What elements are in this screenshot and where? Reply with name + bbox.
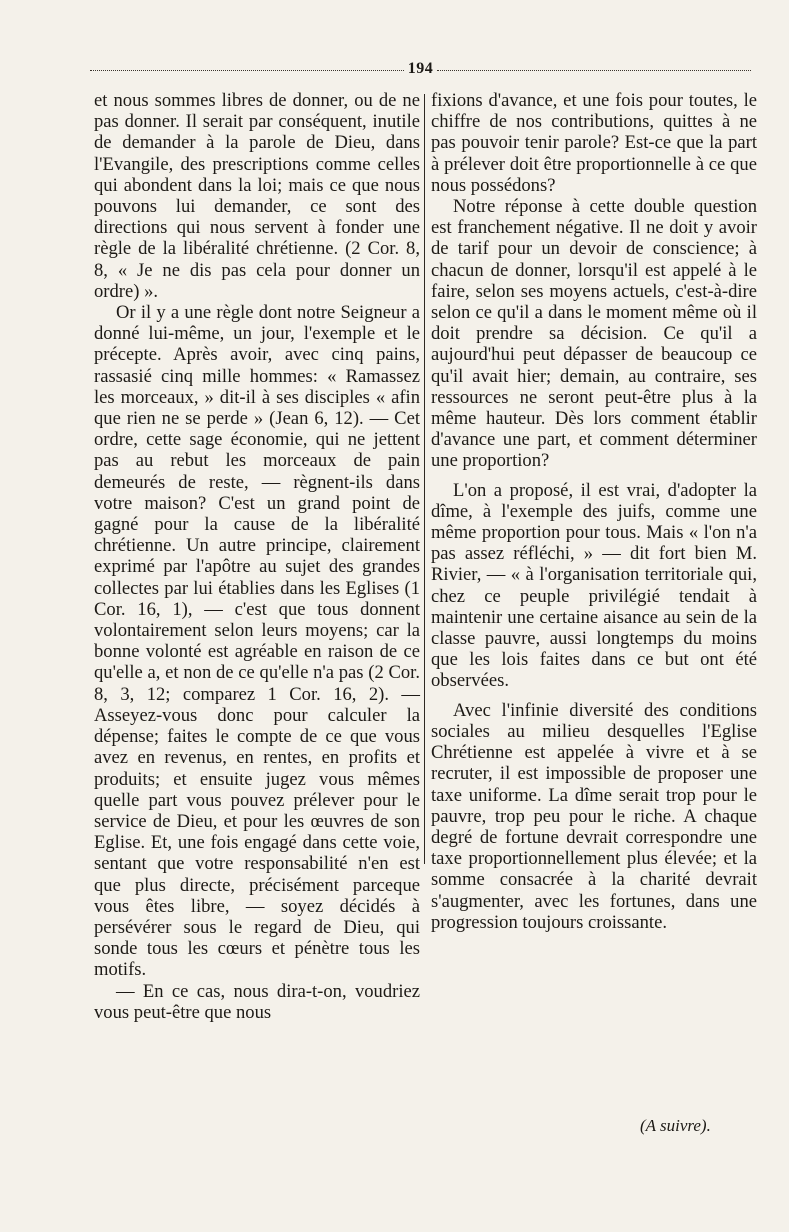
right-paragraph-1: fixions d'avance, et une fois pour toutes, le chiffre de nos contributions, quittes à ne pas pouvoir tenir parole? Est-ce que la part à prélever doit être proportionnelle à ce que nous possédons? — [431, 90, 757, 196]
right-paragraph-2: Notre réponse à cette double question est franchement négative. Il ne doit y avoir de tarif pour un devoir de conscience; à chacun de donner, lorsqu'il est appelé à le faire, selon ses moyens actuels, c'est-à-dire selon ce qu'il a dans le moment même où il doit prendre sa décision. Ce qu'il a aujourd'hui peut dépasser de beaucoup ce qu'il avait hier; demain, au contraire, ses ressources ne seront peut-être plus à la même hauteur. Dès lors comment établir d'avance une part, et comment déterminer une proportion? — [431, 196, 757, 472]
continuation-note: (A suivre). — [640, 1116, 711, 1135]
page-header — [90, 58, 751, 80]
left-column — [94, 90, 420, 1023]
column-divider — [424, 94, 425, 864]
right-paragraph-4: Avec l'infinie diversité des conditions sociales au milieu desquelles l'Eglise Chrétienne est appelée à vivre et à se recruter, il est impossible de proposer une taxe uniforme. La dîme serait trop pour le pauvre, trop peu pour le riche. A chaque degré de fortune devrait correspondre une taxe proportionnellement plus élevée; et la somme consacrée à la charité devrait s'augmenter, avec les fortunes, dans une progression toujours croissante. — [431, 699, 757, 933]
left-paragraph-3: — En ce cas, nous dira-t-on, voudriez vous peut-être que nous — [94, 980, 420, 1023]
header-rule-left — [90, 70, 404, 71]
header-rule-right — [437, 70, 751, 71]
left-paragraph-1: et nous sommes libres de donner, ou de ne pas donner. Il serait par conséquent, inutile de demander à la parole de Dieu, dans l'Evangile, des prescriptions comme celles qui abondent dans la loi; mais ce que nous pouvons lui demander, ce sont des directions qui nous servent à fonder une règle de la libéralité chrétienne. (2 Cor. 8, 8, « Je ne dis pas cela pour donner un ordre) ». — [94, 90, 420, 302]
left-paragraph-2: Or il y a une règle dont notre Seigneur a donné lui-même, un jour, l'exemple et le précepte. Après avoir, avec cinq pains, rassasié cinq mille hommes: « Ramassez les morceaux, » dit-il à ses disciples « afin que rien ne se perde » (Jean 6, 12). — Cet ordre, cette sage économie, qui ne jettent pas au rebut les morceaux de pain demeurés de reste, — règnent-ils dans votre maison? C'est un grand point de gagné pour la cause de la libéralité chrétienne. Un autre principe, clairement exprimé par l'apôtre au sujet des grandes collectes par lui établies dans les Eglises (1 Cor. 16, 1), — c'est que tous donnent volontairement selon leurs moyens; car la bonne volonté est agréable en raison de ce qu'elle a, et non de ce qu'elle n'a pas (2 Cor. 8, 3, 12; comparez 1 Cor. 16, 2). — Asseyez-vous donc pour calculer la dépense; faites le compte de ce que vous avez en revenus, en rentes, en profits et produits; et ensuite jugez vous mêmes quelle part vous pouvez prélever pour le service de Dieu, et pour les œuvres de son Eglise. Et, une fois engagé dans cette voie, sentant que votre responsabilité n'en est que plus directe, précisément parceque vous êtes libre, — soyez décidés à persévérer sous le regard de Dieu, qui sonde tous les cœurs et pénètre tous les motifs. — [94, 302, 420, 981]
right-paragraph-3: L'on a proposé, il est vrai, d'adopter la dîme, à l'exemple des juifs, comme une même proportion pour tous. Mais « l'on n'a pas assez réfléchi, » — dit fort bien M. Rivier, — « à l'organisation territoriale qui, chez ce peuple privilégié tendait à maintenir une certaine aisance au sein de la classe pauvre, aussi longtemps du moins que les lois faites dans ce but ont été observées. — [431, 479, 757, 692]
right-column — [431, 90, 757, 933]
page-number: 194 — [407, 60, 434, 77]
